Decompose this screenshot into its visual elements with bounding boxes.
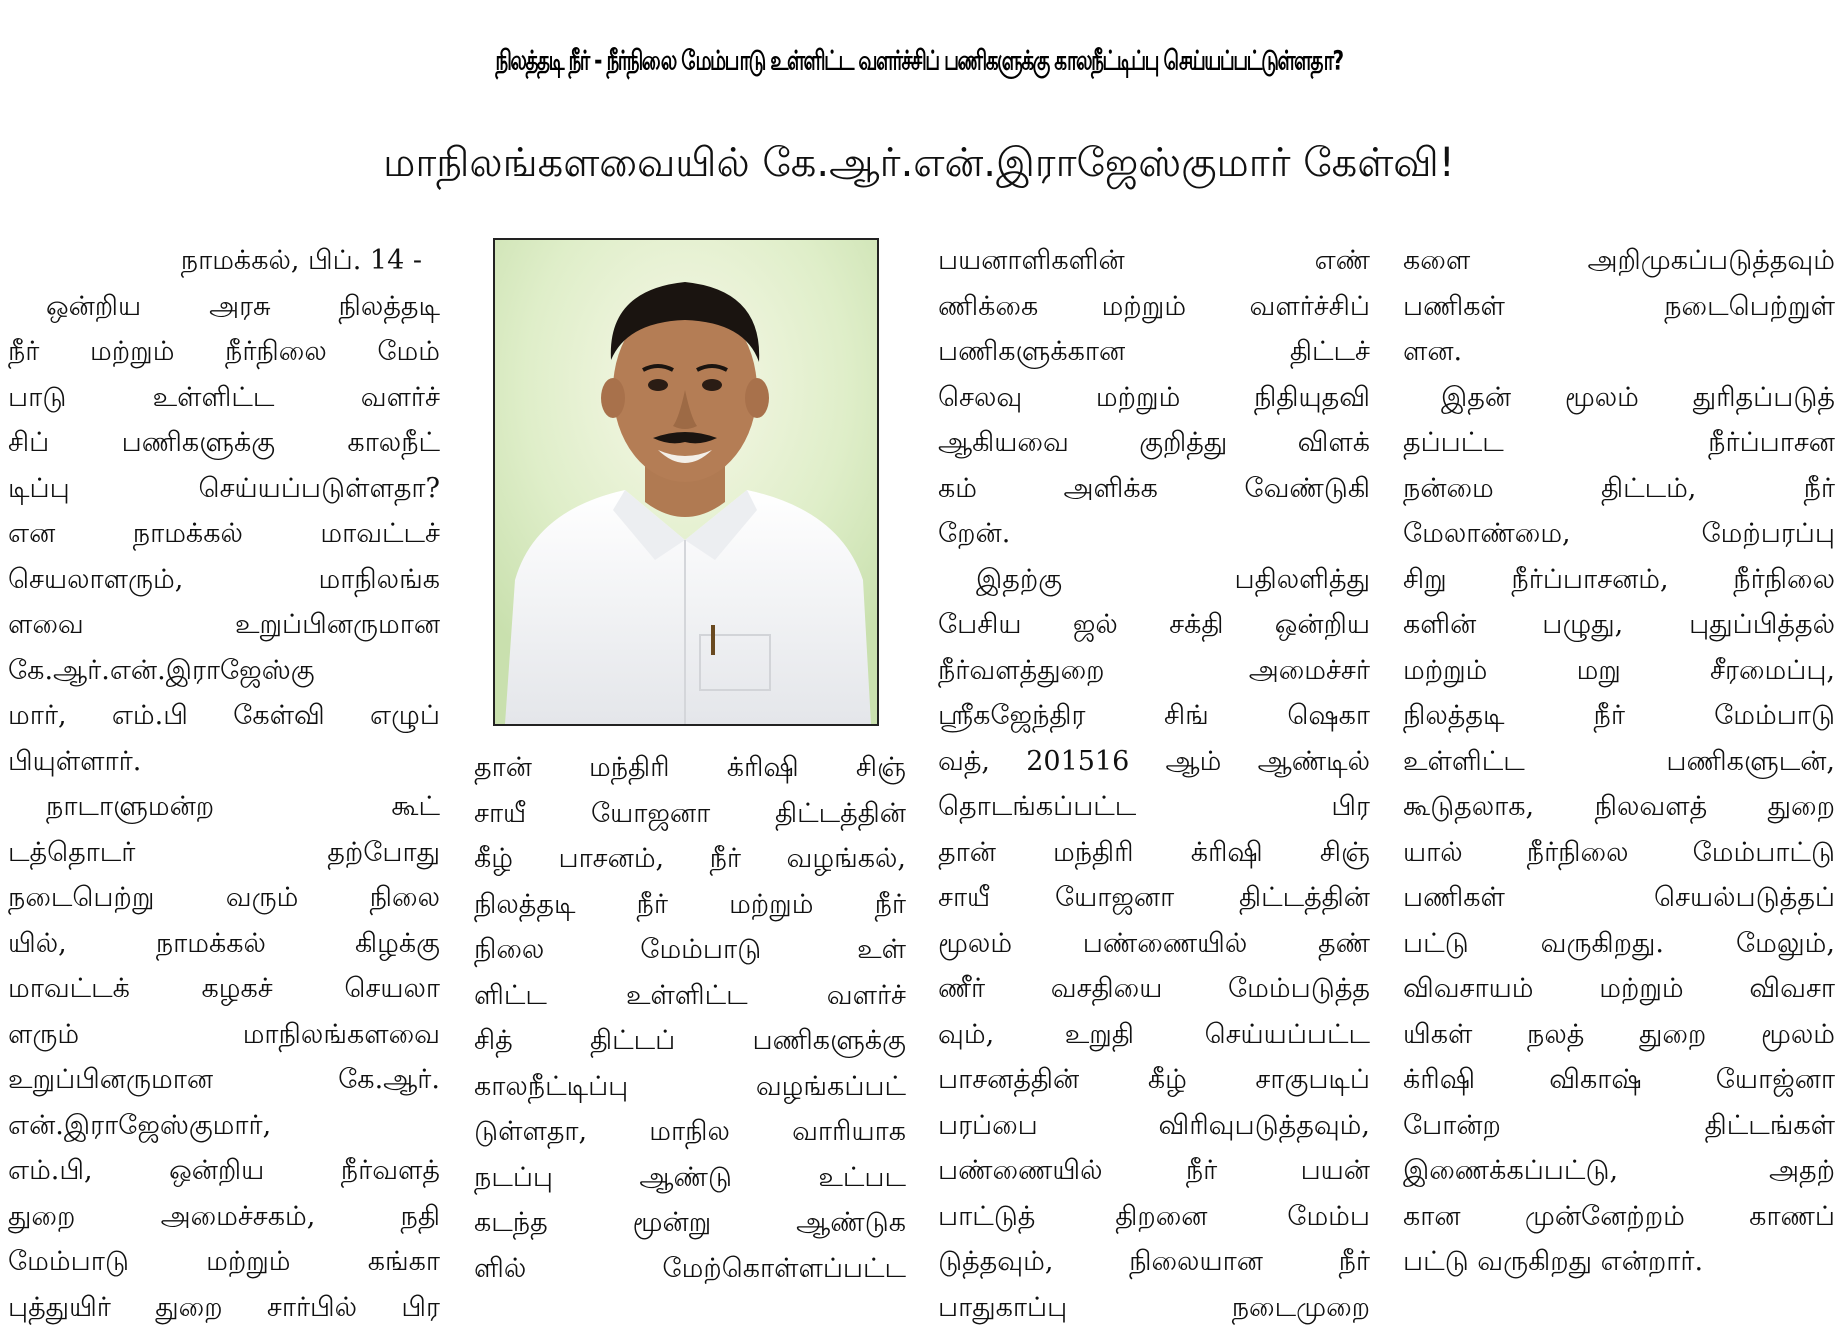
text-line: நீர்வளத்துறை அமைச்சர் bbox=[938, 648, 1370, 694]
article-column-3 bbox=[938, 238, 1370, 1330]
text-line: மேலாண்மை, மேற்பரப்பு bbox=[1403, 511, 1835, 557]
headline: நிலத்தடி நீர் - நீர்நிலை மேம்பாடு உள்ளிட்ட வளர்ச்சிப் பணிகளுக்கு காலநீட்டிப்பு செய்யப்பட்டுள்ளதா? bbox=[0, 0, 1838, 141]
text-line: சிறு நீர்ப்பாசனம், நீர்நிலை bbox=[1403, 557, 1835, 603]
text-line: பாட்டுத் திறனை மேம்ப bbox=[938, 1194, 1370, 1240]
text-line: தான் மந்திரி க்ரிஷி சிஞ் bbox=[938, 830, 1370, 876]
dateline: நாமக்கல், பிப். 14 - bbox=[8, 238, 440, 284]
text-line: தான் மந்திரி க்ரிஷி சிஞ் bbox=[474, 745, 906, 791]
text-line: மேம்பாடு மற்றும் கங்கா bbox=[8, 1239, 440, 1285]
text-line: நிலத்தடி நீர் மற்றும் நீர் bbox=[474, 882, 906, 928]
text-line: விவசாயம் மற்றும் விவசா bbox=[1403, 966, 1835, 1012]
article-column-1 bbox=[8, 238, 440, 1330]
text-line: றேன். bbox=[938, 511, 1370, 557]
text-line: டிப்பு செய்யப்படுள்ளதா? bbox=[8, 466, 440, 512]
text-line: மூலம் பண்ணையில் தண் bbox=[938, 921, 1370, 967]
text-line: ளில் மேற்கொள்ளப்பட்ட bbox=[474, 1246, 906, 1292]
text-line: இணைக்கப்பட்டு, அதற் bbox=[1403, 1148, 1835, 1194]
text-line: தப்பட்ட நீர்ப்பாசன bbox=[1403, 420, 1835, 466]
text-line: பியுள்ளார். bbox=[8, 739, 440, 785]
text-line: என நாமக்கல் மாவட்டச் bbox=[8, 511, 440, 557]
text-line: பணிகள் செயல்படுத்தப் bbox=[1403, 875, 1835, 921]
text-line: ளரும் மாநிலங்களவை bbox=[8, 1012, 440, 1058]
text-line: பயனாளிகளின் எண் bbox=[938, 238, 1370, 284]
text-line: பாசனத்தின் கீழ் சாகுபடிப் bbox=[938, 1057, 1370, 1103]
text-line: நிலை மேம்பாடு உள் bbox=[474, 927, 906, 973]
text-line: ளன. bbox=[1403, 329, 1835, 375]
text-line: உள்ளிட்ட பணிகளுடன், bbox=[1403, 739, 1835, 785]
text-line: களை அறிமுகப்படுத்தவும் bbox=[1403, 238, 1835, 284]
text-line: டத்தொடர் தற்போது bbox=[8, 830, 440, 876]
text-line: பரப்பை விரிவுபடுத்தவும், bbox=[938, 1103, 1370, 1149]
text-line: தொடங்கப்பட்ட பிர bbox=[938, 784, 1370, 830]
text-line: மாவட்டக் கழகச் செயலா bbox=[8, 966, 440, 1012]
text-line: கம் அளிக்க வேண்டுகி bbox=[938, 466, 1370, 512]
text-line: சிப் பணிகளுக்கு காலநீட் bbox=[8, 420, 440, 466]
text-line: காலநீட்டிப்பு வழங்கப்பட் bbox=[474, 1064, 906, 1110]
text-line: யிகள் நலத் துறை மூலம் bbox=[1403, 1012, 1835, 1058]
text-line: களின் பழுது, புதுப்பித்தல் bbox=[1403, 602, 1835, 648]
text-line: என்.இராஜேஸ்குமார், bbox=[8, 1103, 440, 1149]
text-line: பண்ணையில் நீர் பயன் bbox=[938, 1148, 1370, 1194]
text-line: ஆகியவை குறித்து விளக் bbox=[938, 420, 1370, 466]
text-line: டுத்தவும், நிலையான நீர் bbox=[938, 1239, 1370, 1285]
text-line: ளவை உறுப்பினருமான bbox=[8, 602, 440, 648]
text-line: இதன் மூலம் துரிதப்படுத் bbox=[1403, 375, 1835, 421]
text-line: பாடு உள்ளிட்ட வளர்ச் bbox=[8, 375, 440, 421]
text-line: வும், உறுதி செய்யப்பட்ட bbox=[938, 1012, 1370, 1058]
text-line: பணிகள் நடைபெற்றுள் bbox=[1403, 284, 1835, 330]
text-line: சித் திட்டப் பணிகளுக்கு bbox=[474, 1018, 906, 1064]
text-line: பாதுகாப்பு நடைமுறை bbox=[938, 1285, 1370, 1330]
text-line: நாடாளுமன்ற கூட் bbox=[8, 784, 440, 830]
text-line: நடைபெற்று வரும் நிலை bbox=[8, 875, 440, 921]
text-line: யில், நாமக்கல் கிழக்கு bbox=[8, 921, 440, 967]
text-line: ஒன்றிய அரசு நிலத்தடி bbox=[8, 284, 440, 330]
text-line: பட்டு வருகிறது. மேலும், bbox=[1403, 921, 1835, 967]
text-line: உறுப்பினருமான கே.ஆர். bbox=[8, 1057, 440, 1103]
text-line: நிலத்தடி நீர் மேம்பாடு bbox=[1403, 693, 1835, 739]
text-line: எம்.பி, ஒன்றிய நீர்வளத் bbox=[8, 1148, 440, 1194]
text-line: கே.ஆர்.என்.இராஜேஸ்கு bbox=[8, 648, 440, 694]
text-line: பட்டு வருகிறது என்றார். bbox=[1403, 1239, 1835, 1285]
text-line: ளிட்ட உள்ளிட்ட வளர்ச் bbox=[474, 973, 906, 1019]
text-line: மற்றும் மறு சீரமைப்பு, bbox=[1403, 648, 1835, 694]
subheadline: மாநிலங்களவையில் கே.ஆர்.என்.இராஜேஸ்குமார் கேள்வி! bbox=[0, 128, 1838, 198]
text-line: இதற்கு பதிலளித்து bbox=[938, 557, 1370, 603]
text-line: க்ரிஷி விகாஷ் யோஜ்னா bbox=[1403, 1057, 1835, 1103]
text-line: துறை அமைச்சகம், நதி bbox=[8, 1194, 440, 1240]
text-line: புத்துயிர் துறை சார்பில் பிர bbox=[8, 1285, 440, 1330]
text-line: கான முன்னேற்றம் காணப் bbox=[1403, 1194, 1835, 1240]
text-line: நன்மை திட்டம், நீர் bbox=[1403, 466, 1835, 512]
text-line: கடந்த மூன்று ஆண்டுக bbox=[474, 1200, 906, 1246]
text-line: செலவு மற்றும் நிதியுதவி bbox=[938, 375, 1370, 421]
text-line: மார், எம்.பி கேள்வி எழுப் bbox=[8, 693, 440, 739]
text-line: போன்ற திட்டங்கள் bbox=[1403, 1103, 1835, 1149]
text-line: சாயீ யோஜனா திட்டத்தின் bbox=[474, 791, 906, 837]
portrait-illustration bbox=[495, 240, 877, 724]
portrait-photo bbox=[493, 238, 879, 726]
text-line: கீழ் பாசனம், நீர் வழங்கல், bbox=[474, 836, 906, 882]
article-column-4 bbox=[1403, 238, 1835, 1285]
text-line: பணிகளுக்கான திட்டச் bbox=[938, 329, 1370, 375]
text-line: பேசிய ஜல் சக்தி ஒன்றிய bbox=[938, 602, 1370, 648]
text-line: ஸ்ரீகஜேந்திர சிங் ஷெகா bbox=[938, 693, 1370, 739]
article-column-2 bbox=[474, 745, 906, 1291]
text-line: ணிக்கை மற்றும் வளர்ச்சிப் bbox=[938, 284, 1370, 330]
text-line: யால் நீர்நிலை மேம்பாட்டு bbox=[1403, 830, 1835, 876]
text-line: சாயீ யோஜனா திட்டத்தின் bbox=[938, 875, 1370, 921]
text-line: நீர் மற்றும் நீர்நிலை மேம் bbox=[8, 329, 440, 375]
text-line: செயலாளரும், மாநிலங்க bbox=[8, 557, 440, 603]
text-line: கூடுதலாக, நிலவளத் துறை bbox=[1403, 784, 1835, 830]
text-line: ணீர் வசதியை மேம்படுத்த bbox=[938, 966, 1370, 1012]
text-line: வத், 201516 ஆம் ஆண்டில் bbox=[938, 739, 1370, 785]
text-line: டுள்ளதா, மாநில வாரியாக bbox=[474, 1109, 906, 1155]
text-line: நடப்பு ஆண்டு உட்பட bbox=[474, 1155, 906, 1201]
